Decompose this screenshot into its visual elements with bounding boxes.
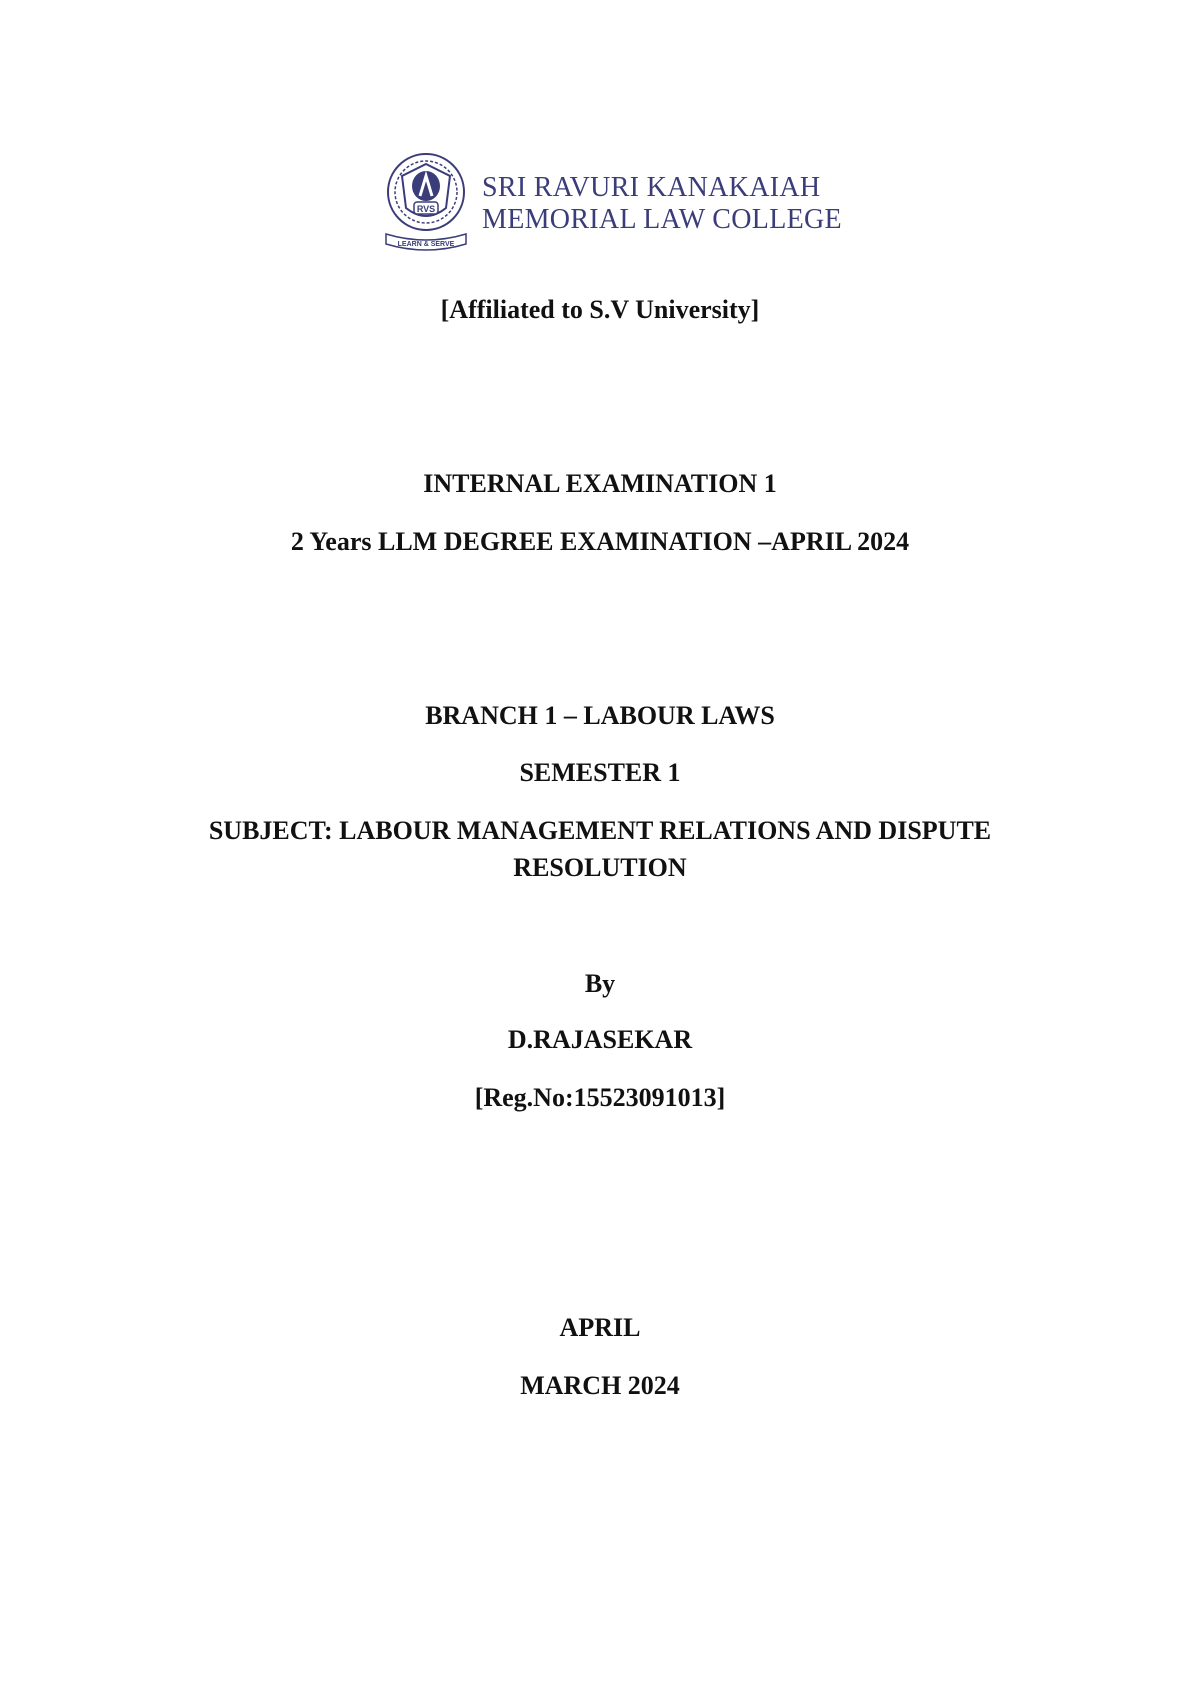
date-month-year: MARCH 2024	[520, 1371, 680, 1400]
emblem-motto: LEARN & SERVE	[397, 241, 455, 248]
affiliation-text: [Affiliated to S.V University]	[440, 295, 760, 324]
emblem-text: RVS	[416, 204, 436, 214]
subject-text: SUBJECT: LABOUR MANAGEMENT RELATIONS AND DISPUTE RESOLUTION	[208, 816, 992, 882]
by-label: By	[584, 969, 616, 998]
registration-number: [Reg.No:15523091013]	[474, 1083, 726, 1112]
branch-text: BRANCH 1 – LABOUR LAWS	[425, 701, 775, 730]
exam-title: INTERNAL EXAMINATION 1	[423, 469, 777, 498]
college-logo	[380, 150, 842, 260]
college-emblem-icon	[380, 150, 480, 260]
college-name	[482, 172, 842, 236]
degree-examination: 2 Years LLM DEGREE EXAMINATION –APRIL 2024	[290, 527, 910, 556]
semester-text: SEMESTER 1	[519, 758, 681, 787]
author-name: D.RAJASEKAR	[507, 1025, 693, 1054]
date-month: APRIL	[559, 1313, 641, 1342]
college-name-line2: MEMORIAL LAW COLLEGE	[482, 204, 842, 235]
college-name-line1: SRI RAVURI KANAKAIAH	[482, 172, 821, 203]
